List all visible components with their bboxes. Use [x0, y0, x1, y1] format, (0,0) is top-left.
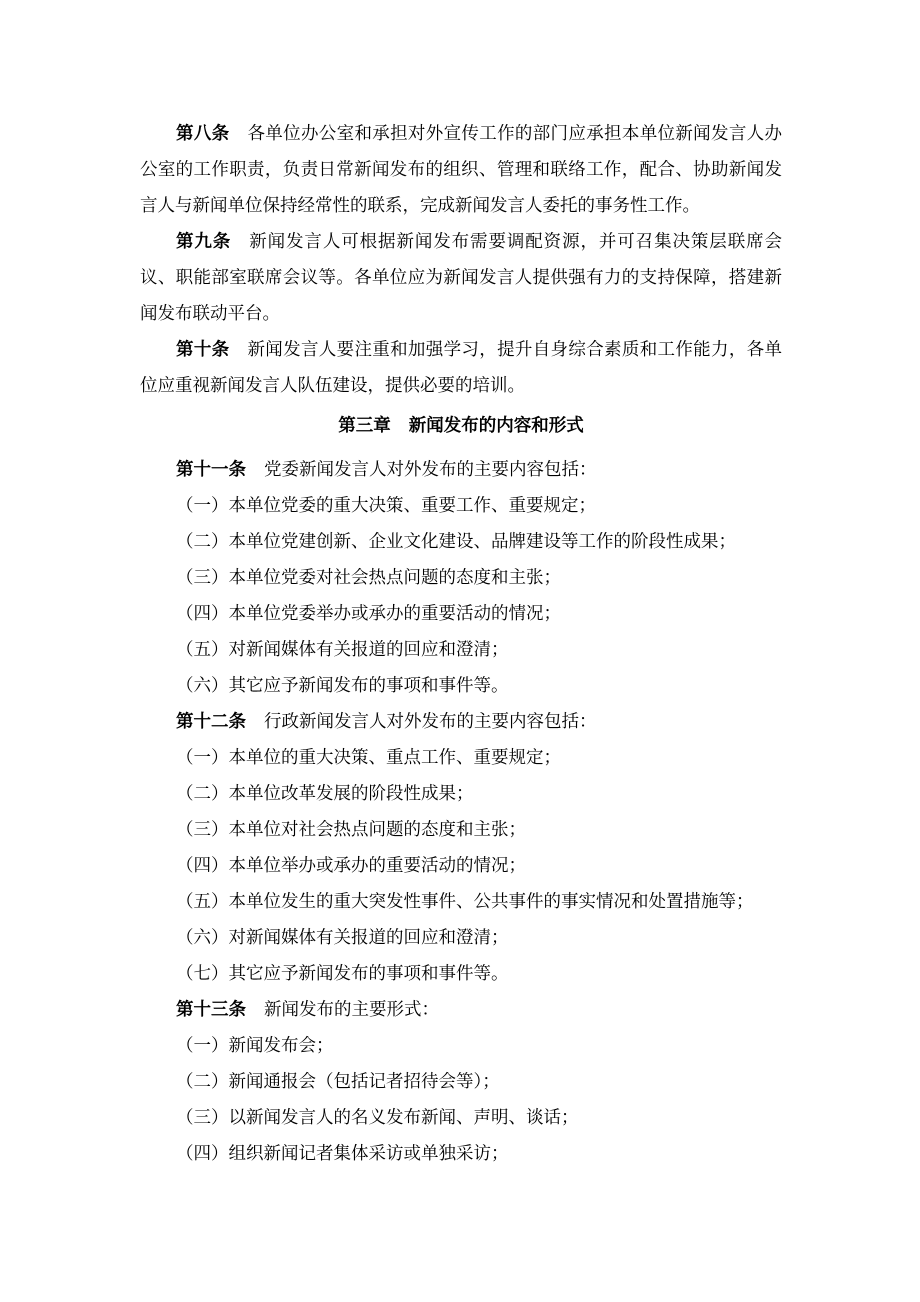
- article-12: [140, 704, 782, 740]
- list-item: （二）本单位改革发展的阶段性成果；: [176, 784, 474, 804]
- article-8: [140, 116, 782, 224]
- list-item: （二）新闻通报会（包括记者招待会等）；: [176, 1072, 500, 1092]
- list-item: （六）对新闻媒体有关报道的回应和澄清；: [176, 928, 509, 948]
- list-item: （五）对新闻媒体有关报道的回应和澄清；: [176, 640, 509, 660]
- article-10: [140, 332, 782, 404]
- list-item: （四）本单位举办或承办的重要活动的情况；: [176, 856, 526, 876]
- list-item: （一）本单位党委的重大决策、重要工作、重要规定；: [176, 496, 596, 516]
- article-8-text: 各单位办公室和承担对外宣传工作的部门应承担本单位新闻发言人办公室的工作职责，负责日常新闻发布的组织、管理和联络工作，配合、协助新闻发言人与新闻单位保持经常性的联系，完成新闻发言人委托的事务性工作。: [140, 124, 782, 216]
- article-8-label: 第八条: [176, 124, 230, 144]
- article-13-label: 第十三条: [176, 1000, 246, 1020]
- chapter-title: 新闻发布的内容和形式: [408, 416, 584, 436]
- chapter-number: 第三章: [338, 416, 391, 436]
- article-11-text: 党委新闻发言人对外发布的主要内容包括：: [264, 460, 597, 480]
- list-item: （七）其它应予新闻发布的事项和事件等。: [176, 964, 509, 984]
- list-item: （三）以新闻发言人的名义发布新闻、声明、谈话；: [176, 1108, 579, 1128]
- list-item: （四）本单位党委举办或承办的重要活动的情况；: [176, 604, 561, 624]
- list-item: （六）其它应予新闻发布的事项和事件等。: [176, 676, 509, 696]
- list-item: （三）本单位对社会热点问题的态度和主张；: [176, 820, 526, 840]
- list-item: （一）新闻发布会；: [176, 1036, 334, 1056]
- list-item: （二）本单位党建创新、企业文化建设、品牌建设等工作的阶段性成果；: [176, 532, 736, 552]
- document-page: [140, 116, 782, 1172]
- list-item: （一）本单位的重大决策、重点工作、重要规定；: [176, 748, 561, 768]
- article-11: [140, 452, 782, 488]
- article-13: [140, 992, 782, 1028]
- list-item: （五）本单位发生的重大突发性事件、公共事件的事实情况和处置措施等；: [176, 892, 754, 912]
- chapter-heading: [140, 408, 782, 452]
- list-item: （三）本单位党委对社会热点问题的态度和主张；: [176, 568, 561, 588]
- article-9: [140, 224, 782, 332]
- article-9-text: 新闻发言人可根据新闻发布需要调配资源，并可召集决策层联席会议、职能部室联席会议等。各单位应为新闻发言人提供强有力的支持保障，搭建新闻发布联动平台。: [140, 232, 783, 324]
- article-12-text: 行政新闻发言人对外发布的主要内容包括：: [264, 712, 597, 732]
- list-item: （四）组织新闻记者集体采访或单独采访；: [176, 1144, 509, 1164]
- article-13-text: 新闻发布的主要形式：: [264, 1000, 439, 1020]
- article-10-label: 第十条: [176, 340, 230, 360]
- article-12-label: 第十二条: [176, 712, 246, 732]
- article-11-label: 第十一条: [176, 460, 246, 480]
- article-9-label: 第九条: [176, 232, 232, 252]
- article-10-text: 新闻发言人要注重和加强学习，提升自身综合素质和工作能力，各单位应重视新闻发言人队伍建设，提供必要的培训。: [140, 340, 782, 396]
